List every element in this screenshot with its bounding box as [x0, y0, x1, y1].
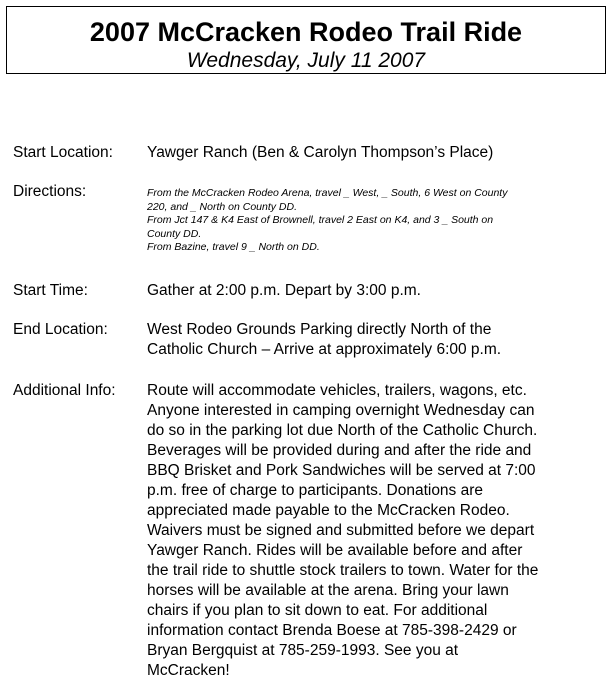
start-location-value	[147, 143, 605, 163]
directions-line: From Jct 147 & K4 East of Brownell, travel 2 East on K4, and 3 _ South on	[147, 214, 494, 226]
additional-info-line: Route will accommodate vehicles, trailers, wagons, etc.	[147, 382, 527, 399]
additional-info-line: BBQ Brisket and Pork Sandwiches will be served at 7:00	[147, 462, 536, 479]
additional-info-line: Waivers must be signed and submitted before we depart	[147, 522, 535, 539]
additional-info-label: Additional Info:	[13, 382, 116, 399]
additional-info-line: p.m. free of charge to participants. Donations are	[147, 482, 484, 499]
additional-info-line: the trail ride to shuttle stock trailers to town. Water for the	[147, 562, 539, 579]
additional-info-line: chairs if you plan to sit down to eat. For additional	[147, 602, 488, 619]
end-location-value	[147, 320, 605, 360]
additional-info-line: appreciated made payable to the McCracken Rodeo.	[147, 502, 510, 519]
start-location-text: Yawger Ranch (Ben & Carolyn Thompson’s Place)	[147, 144, 494, 161]
additional-info-line: information contact Brenda Boese at 785-398-2429 or	[147, 622, 517, 639]
additional-info-line: horses will be available at the arena. Bring your lawn	[147, 582, 509, 599]
additional-info-line: Beverages will be provided during and after the ride and	[147, 442, 532, 459]
directions-line: From the McCracken Rodeo Arena, travel _ West, _ South, 6 West on County	[147, 187, 508, 199]
start-time-value	[147, 281, 605, 301]
directions-line: From Bazine, travel 9 _ North on DD.	[147, 241, 320, 253]
directions-label: Directions:	[13, 183, 87, 200]
additional-info-line: Bryan Bergquist at 785-259-1993. See you at	[147, 642, 459, 659]
directions-text	[147, 187, 605, 255]
document-title: 2007 McCracken Rodeo Trail Ride	[89, 17, 523, 47]
additional-info-value	[147, 381, 605, 681]
start-time-label: Start Time:	[13, 282, 88, 299]
additional-info-line: McCracken!	[147, 662, 230, 679]
start-time-text: Gather at 2:00 p.m. Depart by 3:00 p.m.	[147, 282, 421, 299]
additional-info-line: Anyone interested in camping overnight Wednesday can	[147, 402, 535, 419]
directions-line: 220, and _ North on County DD.	[147, 200, 298, 213]
document-date: Wednesday, July 11 2007	[186, 49, 426, 72]
start-location-label: Start Location:	[13, 144, 113, 161]
end-location-label: End Location:	[13, 321, 108, 338]
additional-info-line: Yawger Ranch. Rides will be available before and after	[147, 542, 523, 559]
title-box	[6, 6, 606, 74]
additional-info-line: do so in the parking lot due North of the Catholic Church.	[147, 422, 538, 439]
end-location-line: Catholic Church – Arrive at approximately 6:00 p.m.	[147, 341, 502, 358]
end-location-line: West Rodeo Grounds Parking directly North of the	[147, 321, 492, 338]
directions-line: County DD.	[147, 227, 202, 240]
